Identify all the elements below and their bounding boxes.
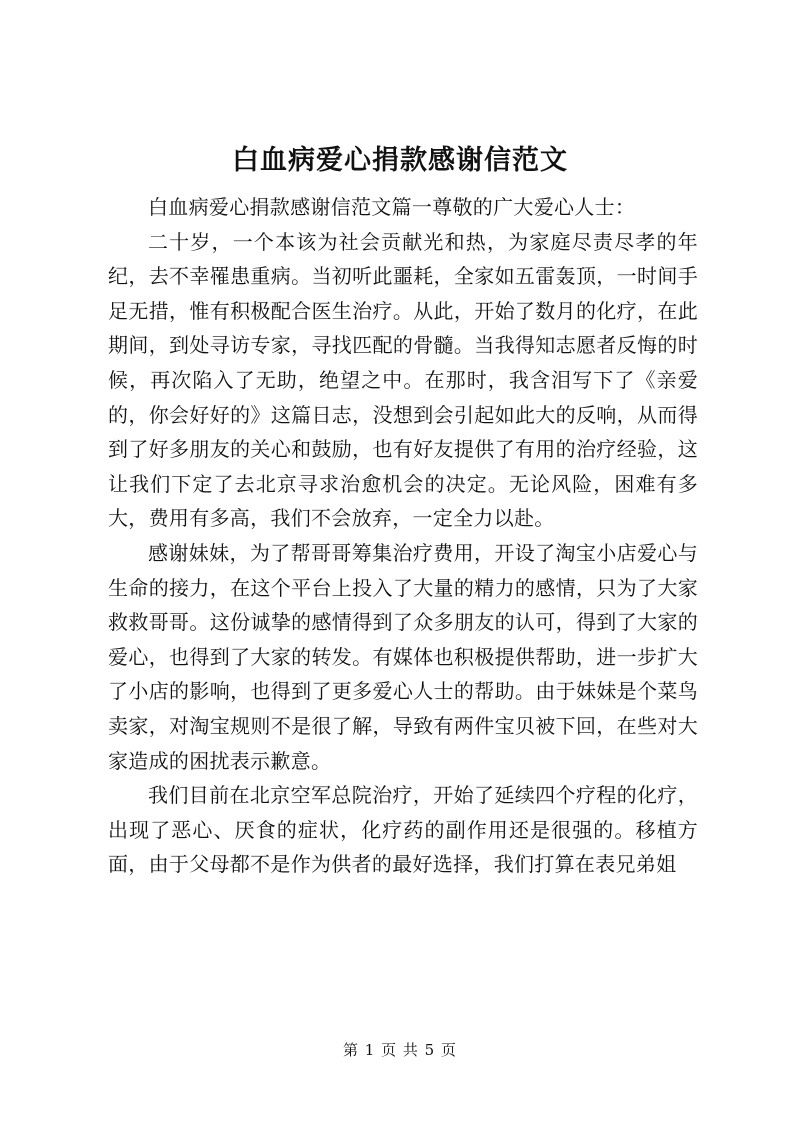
page-number-footer: 第 1 页 共 5 页 [343,1041,457,1059]
paragraph-treatment: 我们目前在北京空军总院治疗，开始了延续四个疗程的化疗，出现了恶心、厌食的症状，化疗药的副作用还是很强的。移植方面，由于父母都不是作为供者的最好选择，我们打算在表兄弟姐 [108,783,698,877]
paragraph-illness: 二十岁，一个本该为社会贡献光和热，为家庭尽责尽孝的年纪，去不幸罹患重病。当初听此噩耗，全家如五雷轰顶，一时间手足无措，惟有积极配合医生治疗。从此，开始了数月的化疗，在此期间，到处寻访专家，寻找匹配的骨髓。当我得知志愿者反悔的时候，再次陷入了无助，绝望之中。在那时，我含泪写下了《亲爱的，你会好好的》这篇日志，没想到会引起如此大的反响，从而得到了好多朋友的关心和鼓励，也有好友提供了有用的治疗经验，这让我们下定了去北京寻求治愈机会的决定。无论风险，困难有多大，费用有多高，我们不会放弃，一定全力以赴。 [108,229,698,531]
paragraph-sister: 感谢妹妹，为了帮哥哥筹集治疗费用，开设了淘宝小店爱心与生命的接力，在这个平台上投入了大量的精力的感情，只为了大家救救哥哥。这份诚挚的感情得到了众多朋友的认可，得到了大家的爱心，也得到了大家的转发。有媒体也积极提供帮助，进一步扩大了小店的影响，也得到了更多爱心人士的帮助。由于妹妹是个菜鸟卖家，对淘宝规则不是很了解，导致有两件宝贝被下回，在些对大家造成的困扰表示歉意。 [108,540,698,773]
paragraph-greeting: 白血病爱心捐款感谢信范文篇一尊敬的广大爱心人士： [148,195,636,219]
document-body [108,190,698,882]
document-title: 白血病爱心捐款感谢信范文 [232,145,568,176]
